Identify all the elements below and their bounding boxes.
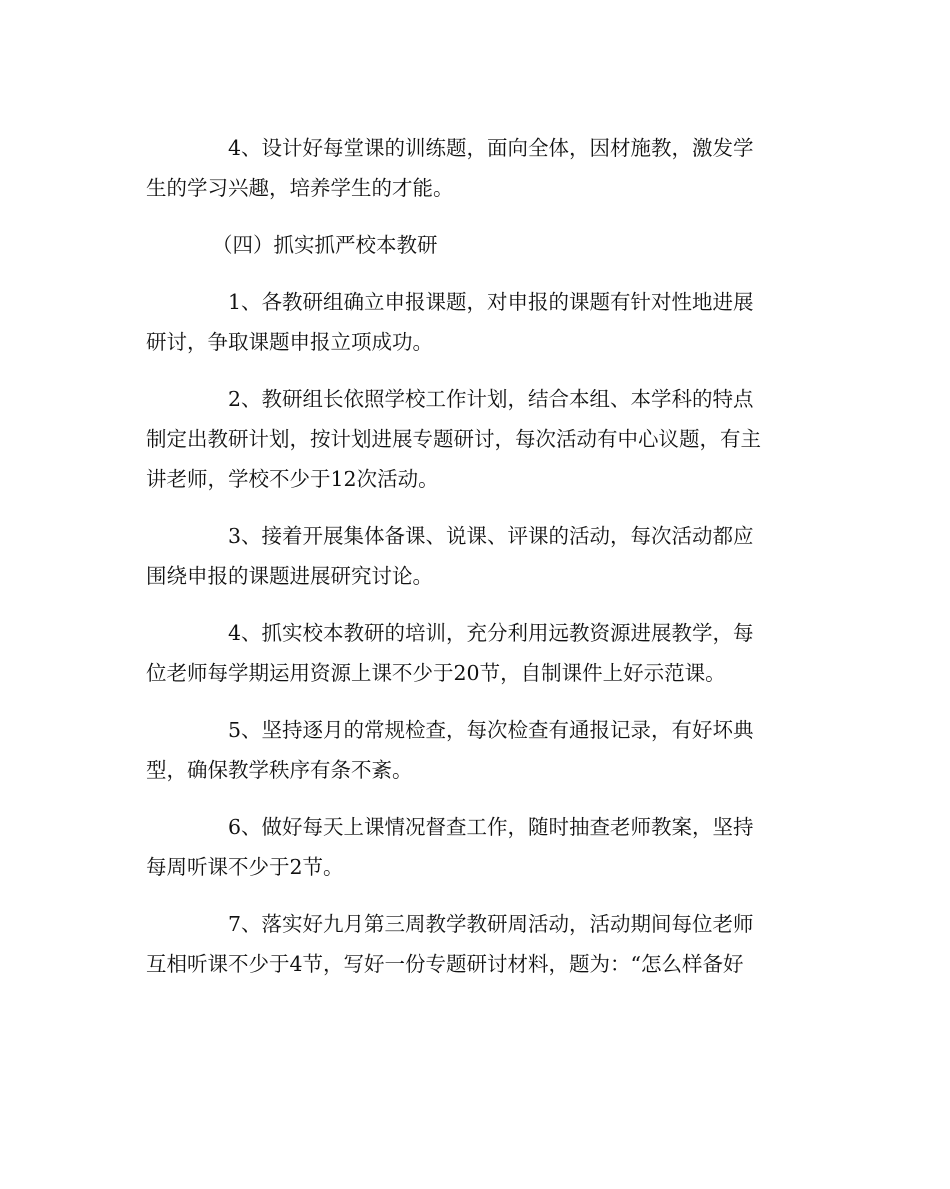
paragraph-monthly-inspection [146, 710, 806, 790]
text-line: 6、做好每天上课情况督查工作，随时抽查老师教案，坚持 [228, 815, 754, 839]
paragraph-distance-resources [146, 613, 806, 693]
text-line: 型，确保教学秩序有条不紊。 [146, 758, 413, 782]
text-line: 互相听课不少于4节，写好一份专题研讨材料，题为：“怎么样备好 [146, 952, 744, 976]
text-line: 研讨，争取课题申报立项成功。 [146, 330, 433, 354]
text-line: 讲老师，学校不少于12次活动。 [146, 467, 439, 491]
paragraph-collective-lessons [146, 516, 806, 596]
paragraph-training-questions [146, 128, 806, 208]
text-line: 生的学习兴趣，培养学生的才能。 [146, 176, 454, 200]
paragraph-daily-supervision [146, 807, 806, 887]
text-line: 7、落实好九月第三周教学教研周活动，活动期间每位老师 [228, 912, 754, 936]
text-line: 围绕申报的课题进展研究讨论。 [146, 564, 433, 588]
text-line: 位老师每学期运用资源上课不少于20节，自制课件上好示范课。 [146, 661, 726, 685]
paragraph-research-plan [146, 379, 806, 499]
text-line: 1、各教研组确立申报课题，对申报的课题有针对性地进展 [228, 290, 754, 314]
paragraph-research-topics [146, 282, 806, 362]
text-line: 4、抓实校本教研的培训，充分利用远教资源进展教学，每 [228, 621, 754, 645]
text-line: 每周听课不少于2节。 [146, 855, 344, 879]
text-line: 制定出教研计划，按计划进展专题研讨，每次活动有中心议题，有主 [146, 427, 761, 451]
text-line: 4、设计好每堂课的训练题，面向全体，因材施教，激发学 [228, 136, 754, 160]
text-line: 3、接着开展集体备课、说课、评课的活动，每次活动都应 [228, 524, 754, 548]
text-line: 5、坚持逐月的常规检查，每次检查有通报记录，有好坏典 [228, 718, 754, 742]
section-heading-school-research [146, 225, 806, 265]
document-body [146, 128, 806, 1001]
paragraph-research-week [146, 904, 806, 984]
section-heading-text: （四）抓实抓严校本教研 [212, 233, 438, 257]
text-line: 2、教研组长依照学校工作计划，结合本组、本学科的特点 [228, 387, 754, 411]
